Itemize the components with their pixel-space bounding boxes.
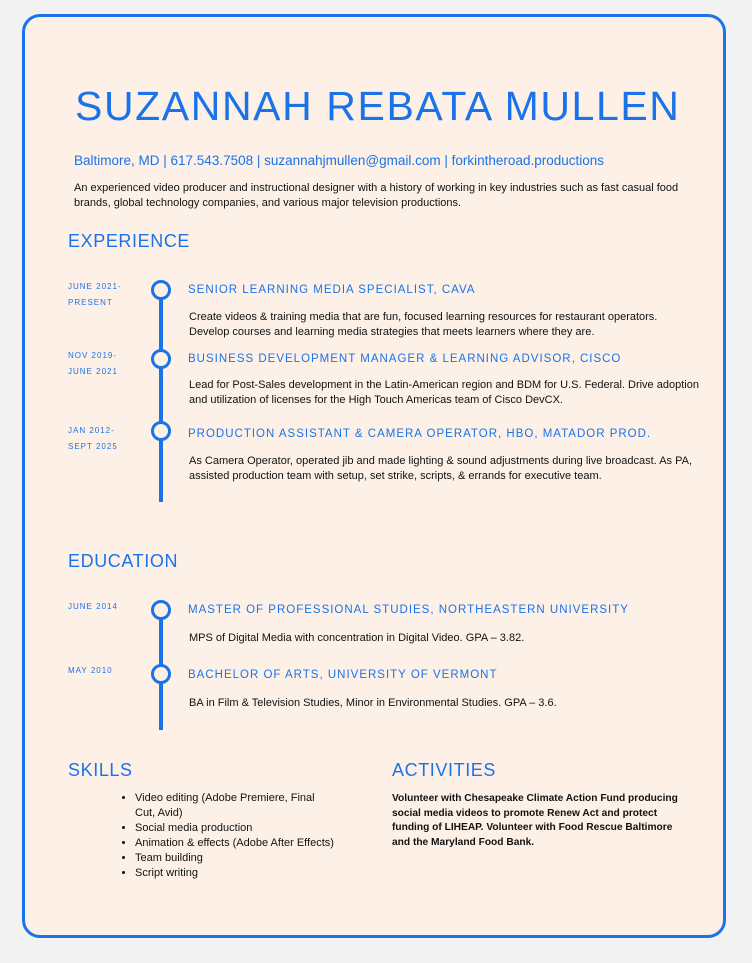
skill-item: • Team building — [135, 851, 335, 866]
experience-heading: EXPERIENCE — [68, 231, 191, 251]
experience-date: NOV 2019- JUNE 2021 — [68, 351, 118, 376]
skill-item: • Script writing — [135, 866, 335, 881]
contact-line: Baltimore, MD | 617.543.7508 | suzannahjmullen@gmail.com | forkintheroad.productions — [74, 153, 605, 168]
resume-page — [22, 14, 726, 938]
timeline-node — [151, 421, 171, 441]
education-heading: EDUCATION — [68, 551, 179, 571]
skills-heading: SKILLS — [68, 760, 133, 780]
timeline-node — [151, 664, 171, 684]
experience-description: Create videos & training media that are fun, focused learning resources for restaurant operators. Develop courses and learning media strategies that meets learners where they are. — [189, 311, 658, 338]
experience-timeline — [159, 290, 163, 502]
education-description: BA in Film & Television Studies, Minor in Environmental Studies. GPA – 3.6. — [189, 697, 557, 709]
experience-date: JAN 2012- SEPT 2025 — [68, 426, 118, 451]
skill-item: • Animation & effects (Adobe After Effects) — [135, 836, 335, 851]
experience-description: As Camera Operator, operated jib and made lighting & sound adjustments during live broadcast. As PA, assisted production team with setup, set strike, scripts, & errands for executive team. — [189, 455, 693, 482]
skills-list — [117, 791, 335, 881]
experience-role: BUSINESS DEVELOPMENT MANAGER & LEARNING ADVISOR, CISCO — [188, 353, 622, 365]
education-date: MAY 2010 — [68, 666, 113, 675]
timeline-node — [151, 280, 171, 300]
experience-role: SENIOR LEARNING MEDIA SPECIALIST, CAVA — [188, 284, 476, 296]
experience-role: PRODUCTION ASSISTANT & CAMERA OPERATOR, HBO, MATADOR PROD. — [188, 428, 652, 440]
summary-text: An experienced video producer and instructional designer with a history of working in key industries such as fast casual food brands, global technology companies, and various major television productions. — [74, 182, 679, 209]
education-description: MPS of Digital Media with concentration in Digital Video. GPA – 3.82. — [189, 632, 525, 644]
education-degree: MASTER OF PROFESSIONAL STUDIES, NORTHEASTERN UNIVERSITY — [188, 604, 629, 616]
skill-item: • Video editing (Adobe Premiere, Final Cut, Avid) — [135, 791, 335, 821]
experience-date: JUNE 2021- PRESENT — [68, 282, 122, 307]
activities-text: Volunteer with Chesapeake Climate Action Fund producing social media videos to promote Renew Act and protect funding of LIHEAP. Volunteer with Food Rescue Baltimore and the Maryland Food Bank. — [392, 793, 678, 848]
candidate-name: SUZANNAH REBATA MULLEN — [75, 83, 681, 129]
experience-description: Lead for Post-Sales development in the Latin-American region and BDM for U.S. Federal. Drive adoption and utilization of licenses for the High Touch Americas team of Cisco DevCX. — [189, 379, 699, 406]
activities-heading: ACTIVITIES — [392, 760, 497, 780]
timeline-node — [151, 349, 171, 369]
timeline-node — [151, 600, 171, 620]
education-date: JUNE 2014 — [68, 602, 118, 611]
skill-item: • Social media production — [135, 821, 335, 836]
education-degree: BACHELOR OF ARTS, UNIVERSITY OF VERMONT — [188, 669, 498, 681]
